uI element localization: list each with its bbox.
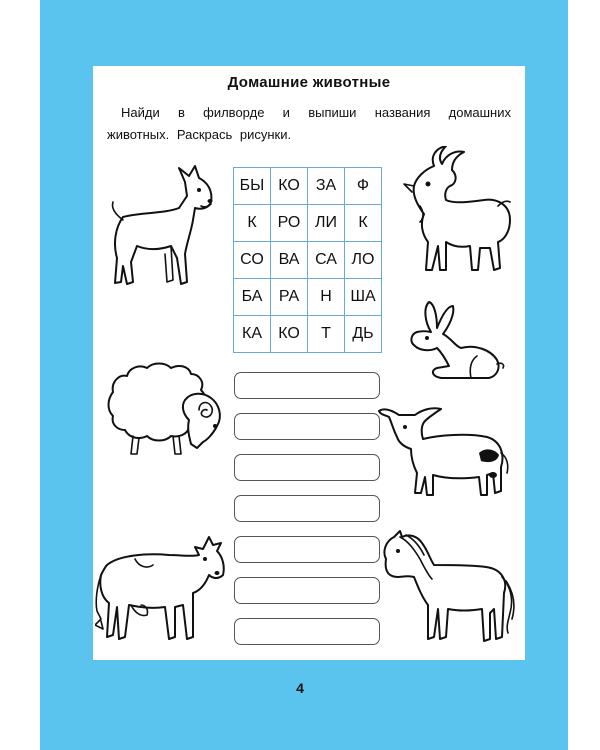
- fillword-cell[interactable]: Ф: [345, 168, 382, 205]
- answer-field[interactable]: [234, 454, 380, 481]
- fillword-cell[interactable]: ЗА: [308, 168, 345, 205]
- answer-field[interactable]: [234, 413, 380, 440]
- cow-picture[interactable]: [95, 529, 230, 649]
- fillword-cell[interactable]: ВА: [271, 242, 308, 279]
- page-title: Домашние животные: [227, 74, 391, 91]
- fillword-grid: [233, 167, 382, 353]
- answer-field[interactable]: [234, 495, 380, 522]
- rabbit-picture[interactable]: [401, 298, 506, 383]
- fillword-cell[interactable]: К: [234, 205, 271, 242]
- fillword-cell[interactable]: БЫ: [234, 168, 271, 205]
- fillword-cell[interactable]: К: [345, 205, 382, 242]
- fillword-cell[interactable]: Н: [308, 279, 345, 316]
- answer-field[interactable]: [234, 372, 380, 399]
- bull-picture[interactable]: [375, 403, 513, 503]
- fillword-cell[interactable]: КО: [271, 316, 308, 353]
- page-number: 4: [296, 680, 304, 696]
- fillword-cell[interactable]: РО: [271, 205, 308, 242]
- fillword-cell[interactable]: ЛИ: [308, 205, 345, 242]
- answer-field[interactable]: [234, 618, 380, 645]
- fillword-cell[interactable]: КО: [271, 168, 308, 205]
- fillword-cell[interactable]: КА: [234, 316, 271, 353]
- fillword-cell[interactable]: ЛО: [345, 242, 382, 279]
- fillword-cell[interactable]: РА: [271, 279, 308, 316]
- fillword-cell[interactable]: ДЬ: [345, 316, 382, 353]
- horse-picture[interactable]: [378, 529, 518, 649]
- worksheet-page: [93, 66, 525, 660]
- instruction-text: Найди в филворде и выпиши названия домашних животных. Раскрась рисунки.: [107, 105, 511, 142]
- fillword-cell[interactable]: ША: [345, 279, 382, 316]
- answer-field[interactable]: [234, 536, 380, 563]
- fillword-cell[interactable]: БА: [234, 279, 271, 316]
- sheep-picture[interactable]: [103, 362, 228, 462]
- fillword-cell[interactable]: Т: [308, 316, 345, 353]
- goat-picture[interactable]: [398, 146, 518, 281]
- fillword-cell[interactable]: СО: [234, 242, 271, 279]
- fillword-cell[interactable]: СА: [308, 242, 345, 279]
- dog-picture[interactable]: [101, 162, 219, 290]
- answer-field[interactable]: [234, 577, 380, 604]
